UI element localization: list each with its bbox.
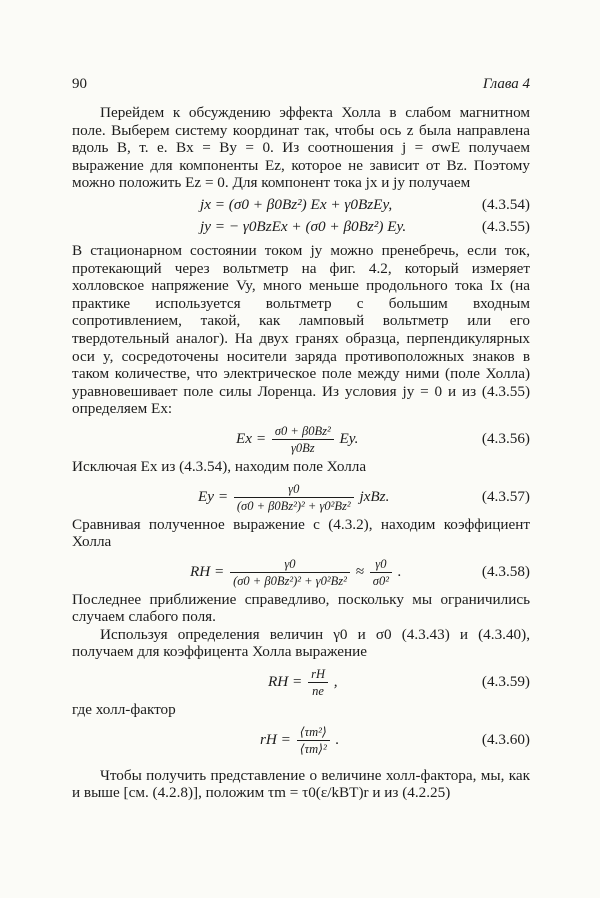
approx-sign: ≈	[355, 562, 364, 580]
paragraph-4: Сравнивая полученное выражение с (4.3.2), находим коэффициент Холла	[72, 515, 530, 551]
equation-rhs: .	[335, 730, 340, 748]
equation-expression: jx = (σ0 + β0Bz²) Ex + γ0BzEy,	[200, 195, 393, 213]
fraction	[230, 557, 350, 588]
equation-4-3-56	[72, 418, 530, 458]
equation-lhs: rH =	[260, 730, 291, 748]
equation-4-3-54	[72, 196, 530, 214]
equation-rhs: ,	[333, 673, 338, 691]
paragraph-5: Последнее приближение справедливо, поскольку мы ограничились случаем слабого поля.	[72, 590, 530, 626]
equation-4-3-58	[72, 551, 530, 591]
equation-rhs: jxBz.	[359, 487, 390, 505]
fraction-denominator: ⟨τm⟩²	[299, 741, 327, 756]
equation-4-3-55	[72, 218, 530, 236]
paragraph-2: В стационарном состоянии током jy можно пренебречь, если ток, протекающий через вольтметр на фиг. 4.2, который измеряет холловское напряжение Vy, много меньше продольного тока Ix (на практике используется вольтметр с большим входным сопротивлением, такой, как ламповый вольтметр или его твердотельный аналог). На двух гранях образца, перпендикулярных оси y, сосредоточены носители заряда противоположных знаков в таком количестве, что электрическое поле между ними (поле Холла) уравновешивает поле силы Лоренца. Из условия jy = 0 и из (4.3.55) определяем Ex:	[72, 241, 530, 418]
paragraph-6: Используя определения величин γ0 и σ0 (4.3.43) и (4.3.40), получаем для коэффицента Холла выражение	[72, 625, 530, 661]
fraction	[272, 424, 334, 455]
equation-lhs: Ex =	[236, 429, 267, 447]
running-header	[72, 76, 530, 96]
equation-rhs: Ey.	[339, 429, 359, 447]
fraction-numerator: rH	[308, 667, 328, 683]
equation-lhs: RH =	[268, 673, 303, 691]
paragraph-7: где холл-фактор	[72, 701, 176, 719]
chapter-title: Глава 4	[482, 76, 530, 92]
fraction-denominator: σ0²	[372, 573, 389, 588]
fraction-denominator: γ0Bz	[290, 440, 315, 455]
fraction-denominator: (σ0 + β0Bz²)² + γ0²Bz²	[236, 498, 351, 513]
fraction-numerator: γ0	[234, 482, 354, 498]
equation-number: (4.3.57)	[481, 487, 530, 505]
fraction-numerator: σ0 + β0Bz²	[272, 424, 334, 440]
page-body	[72, 104, 530, 802]
fraction-numerator: γ0	[370, 557, 392, 573]
equation-number: (4.3.54)	[481, 195, 530, 213]
equation-rhs: .	[397, 562, 402, 580]
equation-number: (4.3.60)	[481, 730, 530, 748]
equation-number: (4.3.58)	[481, 562, 530, 580]
fraction	[370, 557, 392, 588]
equation-4-3-60	[72, 719, 530, 759]
fraction-denominator: ne	[312, 684, 324, 699]
equation-4-3-57	[72, 476, 530, 516]
equation-number: (4.3.55)	[481, 217, 530, 235]
page-number: 90	[72, 76, 87, 92]
fraction	[308, 667, 328, 698]
fraction	[297, 725, 330, 756]
equation-expression: jy = − γ0BzEx + (σ0 + β0Bz²) Ey.	[200, 217, 407, 235]
equation-4-3-59	[72, 661, 530, 701]
fraction-denominator: (σ0 + β0Bz²)² + γ0²Bz²	[233, 573, 347, 588]
paragraph-3: Исключая Ex из (4.3.54), находим поле Холла	[72, 457, 367, 475]
paragraph-1: Перейдем к обсуждению эффекта Холла в слабом магнитном поле. Выберем систему координат так, чтобы ось z была направлена вдоль B, т. е. Bx = By = 0. Из соотношения j = σwE получаем выражение для компоненты Ez, которое не зависит от Bz. Поэтому можно положить Ez = 0. Для компонент тока jx и jy получаем	[72, 104, 530, 192]
fraction	[234, 482, 354, 513]
paragraph-8: Чтобы получить представление о величине холл-фактора, мы, как и выше [см. (4.2.8)], положим τm = τ0(ε/kBT)r и из (4.2.25)	[72, 766, 530, 802]
equation-lhs: Ey =	[198, 487, 229, 505]
equation-number: (4.3.59)	[481, 673, 530, 691]
fraction-numerator: γ0	[230, 557, 350, 573]
equation-lhs: RH =	[190, 562, 225, 580]
fraction-numerator: ⟨τm²⟩	[297, 725, 330, 741]
equation-number: (4.3.56)	[481, 429, 530, 447]
